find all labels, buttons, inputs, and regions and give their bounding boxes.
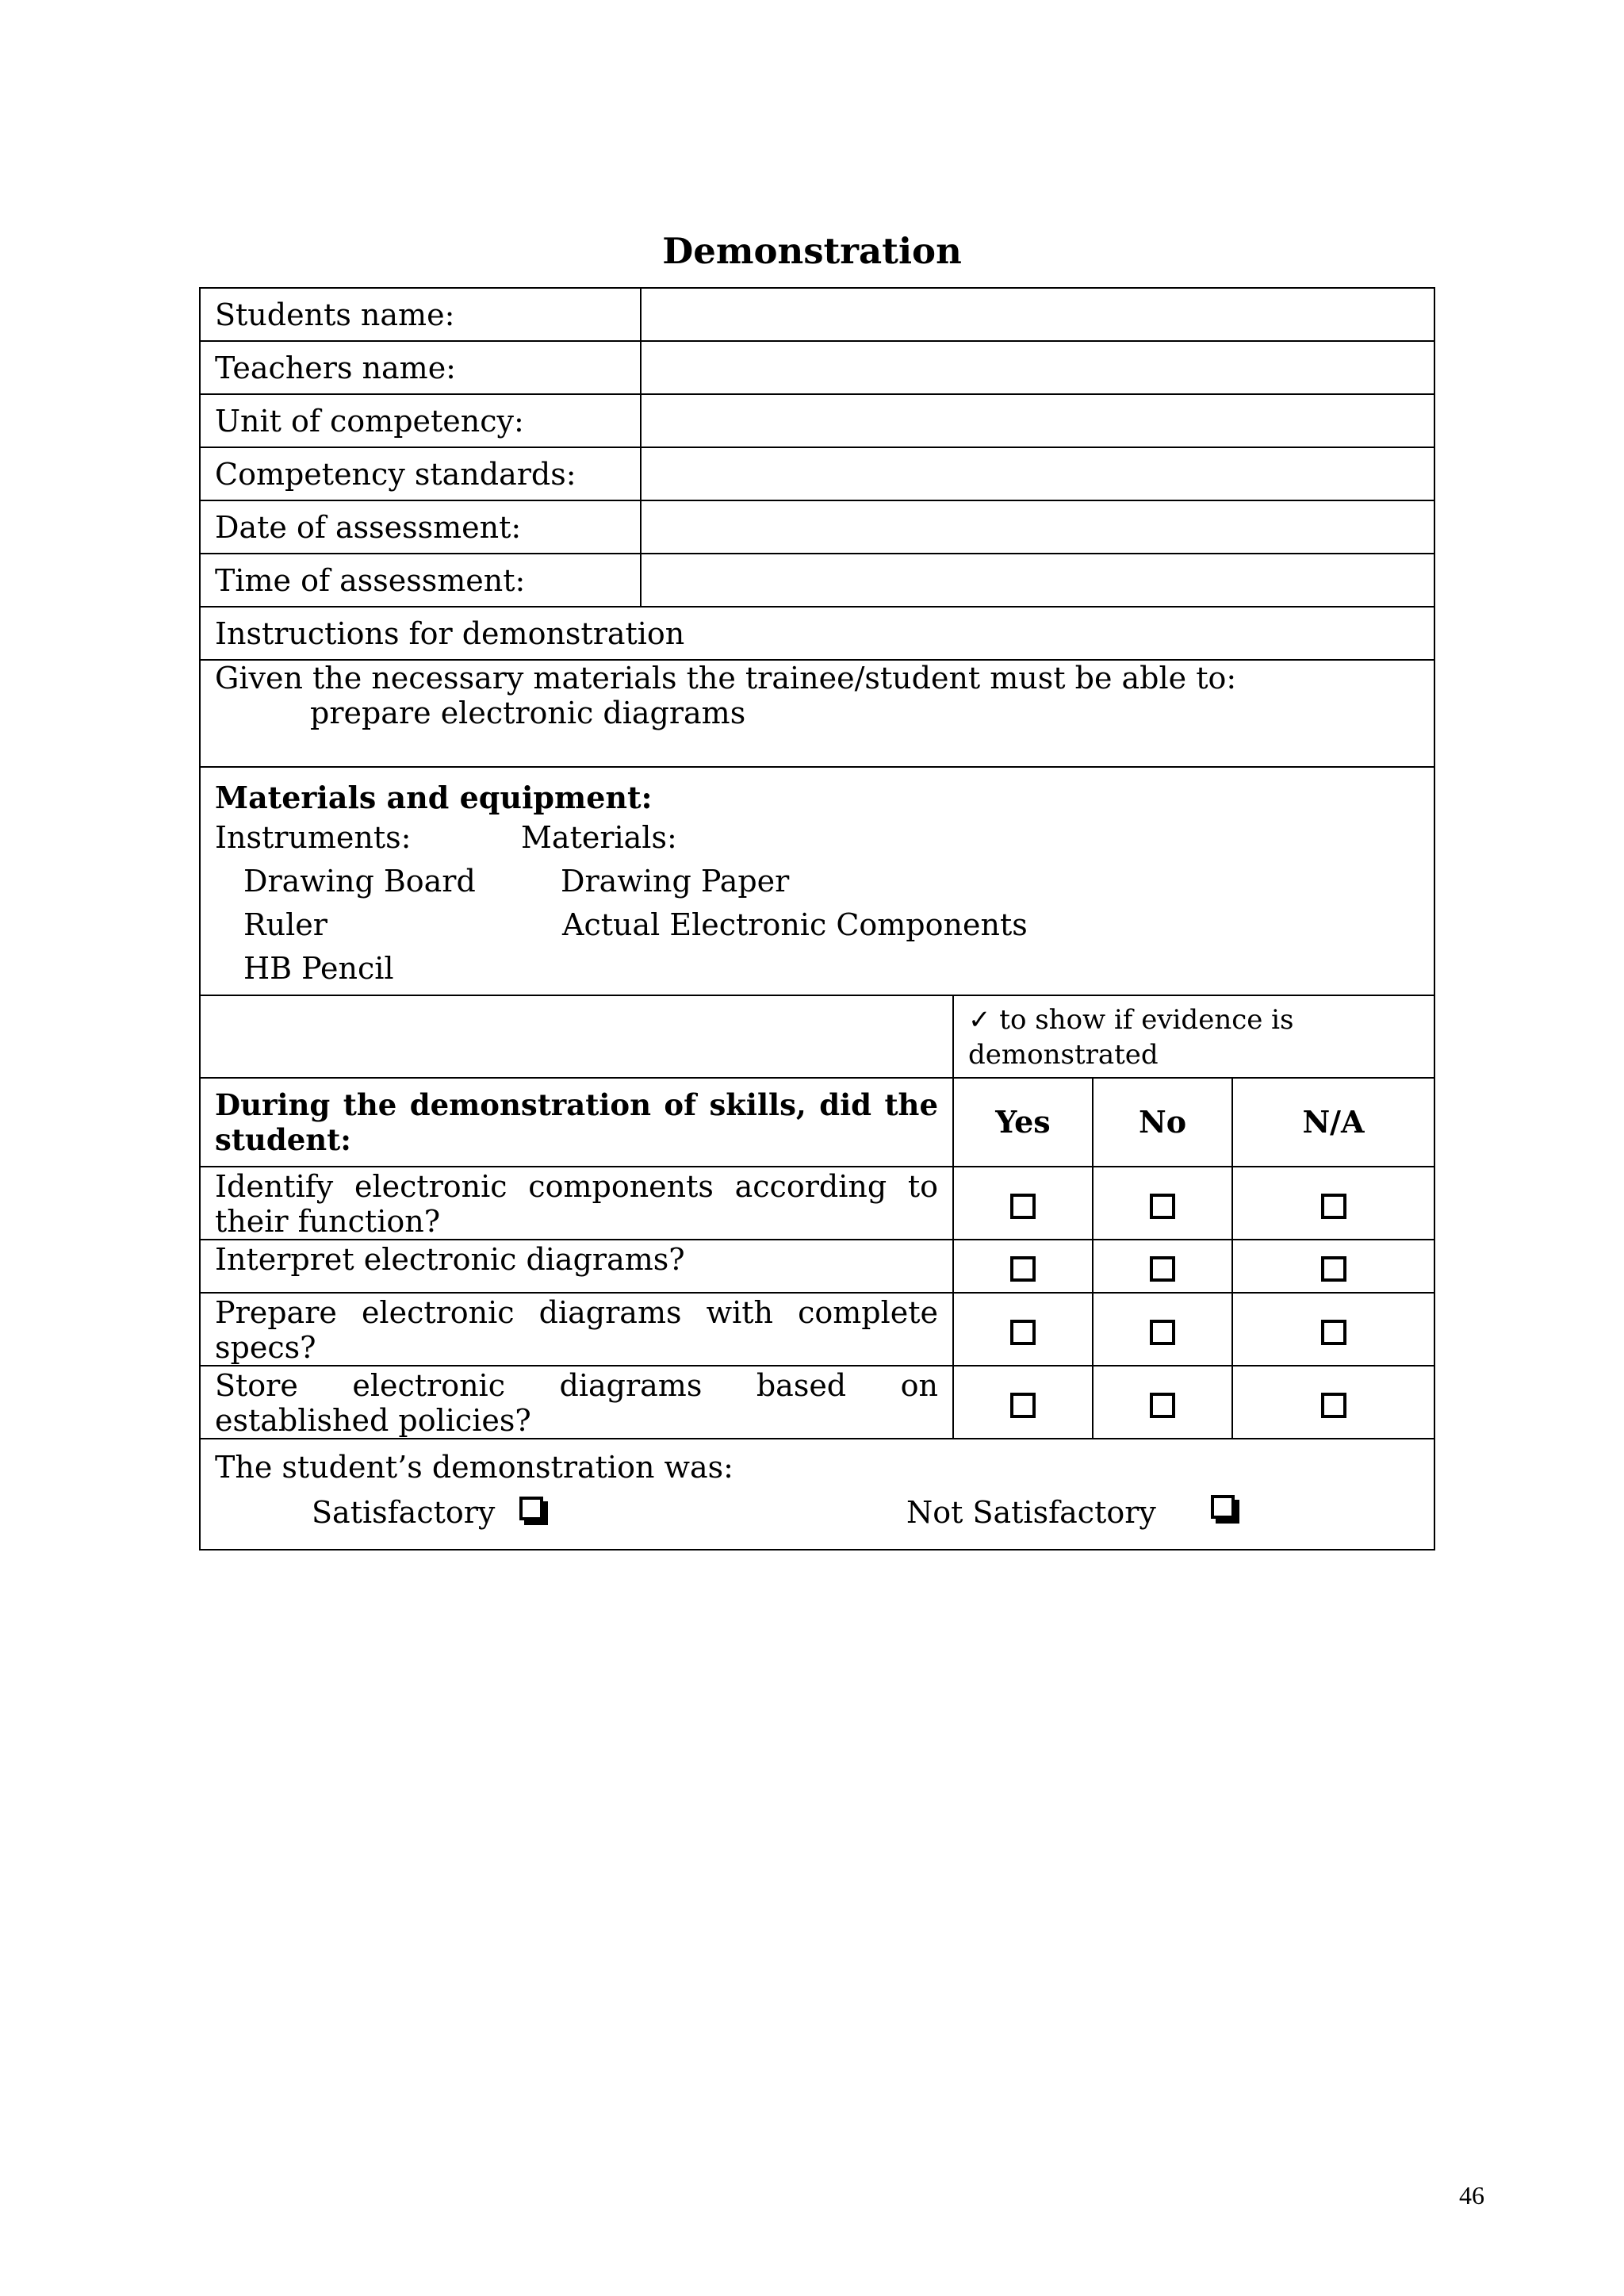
instructions-line-2: prepare electronic diagrams xyxy=(310,696,746,730)
instructions-heading-row xyxy=(200,607,1434,660)
info-label: Unit of competency: xyxy=(200,394,641,447)
info-label: Students name: xyxy=(200,288,641,341)
instructions-body-row xyxy=(200,660,1434,767)
info-row-competency-standards xyxy=(200,447,1434,500)
instrument-item: HB Pencil xyxy=(243,951,394,986)
info-row-teachers-name xyxy=(200,341,1434,394)
evidence-note-row xyxy=(200,995,1434,1078)
no-cell xyxy=(1093,1366,1232,1439)
not-satisfactory-label: Not Satisfactory xyxy=(906,1495,1156,1530)
skill-row xyxy=(200,1293,1434,1366)
blank-cell xyxy=(200,995,953,1078)
yes-cell xyxy=(953,1366,1093,1439)
info-label: Date of assessment: xyxy=(200,500,641,554)
info-label: Teachers name: xyxy=(200,341,641,394)
instructions-body xyxy=(200,660,1434,767)
instructions-heading: Instructions for demonstration xyxy=(200,607,1434,660)
result-prompt: The student’s demonstration was: xyxy=(215,1450,733,1485)
instrument-item: Drawing Board xyxy=(243,864,476,899)
competency-standards-field[interactable] xyxy=(641,447,1434,500)
skill-question: Store electronic diagrams based on established policies? xyxy=(200,1366,953,1439)
demonstration-form xyxy=(199,287,1435,1550)
info-label: Time of assessment: xyxy=(200,554,641,607)
materials-label: Materials: xyxy=(521,820,677,855)
no-checkbox[interactable] xyxy=(1150,1256,1175,1282)
no-checkbox[interactable] xyxy=(1150,1393,1175,1418)
checkbox-icon xyxy=(519,1497,543,1520)
info-row-time-of-assessment xyxy=(200,554,1434,607)
yes-cell xyxy=(953,1293,1093,1366)
yes-checkbox[interactable] xyxy=(1010,1256,1036,1282)
skills-header-row xyxy=(200,1078,1434,1167)
evidence-note: ✓ to show if evidence is demonstrated xyxy=(953,995,1434,1078)
no-checkbox[interactable] xyxy=(1150,1320,1175,1345)
materials-heading: Materials and equipment: xyxy=(215,780,653,815)
yes-checkbox[interactable] xyxy=(1010,1320,1036,1345)
time-of-assessment-field[interactable] xyxy=(641,554,1434,607)
na-cell xyxy=(1232,1293,1434,1366)
page-number: 46 xyxy=(1459,2181,1484,2210)
material-item: Actual Electronic Components xyxy=(562,907,1028,942)
na-cell xyxy=(1232,1240,1434,1293)
skill-question: Identify electronic components according to their function? xyxy=(200,1167,953,1240)
column-na: N/A xyxy=(1232,1078,1434,1167)
no-cell xyxy=(1093,1167,1232,1240)
result-row xyxy=(200,1439,1434,1550)
result-options xyxy=(215,1487,1419,1543)
material-item: Drawing Paper xyxy=(561,864,790,899)
info-label: Competency standards: xyxy=(200,447,641,500)
na-checkbox[interactable] xyxy=(1321,1194,1346,1219)
no-cell xyxy=(1093,1293,1232,1366)
na-checkbox[interactable] xyxy=(1321,1320,1346,1345)
skill-question: Interpret electronic diagrams? xyxy=(200,1240,953,1293)
materials-cell xyxy=(200,767,1434,995)
skill-row xyxy=(200,1366,1434,1439)
yes-cell xyxy=(953,1240,1093,1293)
na-cell xyxy=(1232,1366,1434,1439)
teachers-name-field[interactable] xyxy=(641,341,1434,394)
skill-row xyxy=(200,1167,1434,1240)
skills-heading: During the demonstration of skills, did the student: xyxy=(200,1078,953,1167)
date-of-assessment-field[interactable] xyxy=(641,500,1434,554)
column-yes: Yes xyxy=(953,1078,1093,1167)
info-row-unit-of-competency xyxy=(200,394,1434,447)
skill-question: Prepare electronic diagrams with complete specs? xyxy=(200,1293,953,1366)
instructions-line-1: Given the necessary materials the trainee/student must be able to: xyxy=(215,661,1237,696)
yes-cell xyxy=(953,1167,1093,1240)
na-checkbox[interactable] xyxy=(1321,1393,1346,1418)
result-cell xyxy=(200,1439,1434,1550)
unit-of-competency-field[interactable] xyxy=(641,394,1434,447)
no-cell xyxy=(1093,1240,1232,1293)
students-name-field[interactable] xyxy=(641,288,1434,341)
page-title: Demonstration xyxy=(662,230,962,272)
yes-checkbox[interactable] xyxy=(1010,1393,1036,1418)
instruments-label: Instruments: xyxy=(215,820,412,855)
materials-row xyxy=(200,767,1434,995)
yes-checkbox[interactable] xyxy=(1010,1194,1036,1219)
info-row-students-name xyxy=(200,288,1434,341)
na-checkbox[interactable] xyxy=(1321,1256,1346,1282)
na-cell xyxy=(1232,1167,1434,1240)
no-checkbox[interactable] xyxy=(1150,1194,1175,1219)
info-row-date-of-assessment xyxy=(200,500,1434,554)
skill-row xyxy=(200,1240,1434,1293)
checkbox-icon xyxy=(1211,1495,1235,1519)
satisfactory-label: Satisfactory xyxy=(312,1495,496,1530)
materials-list xyxy=(215,820,1419,995)
instrument-item: Ruler xyxy=(243,907,327,942)
column-no: No xyxy=(1093,1078,1232,1167)
